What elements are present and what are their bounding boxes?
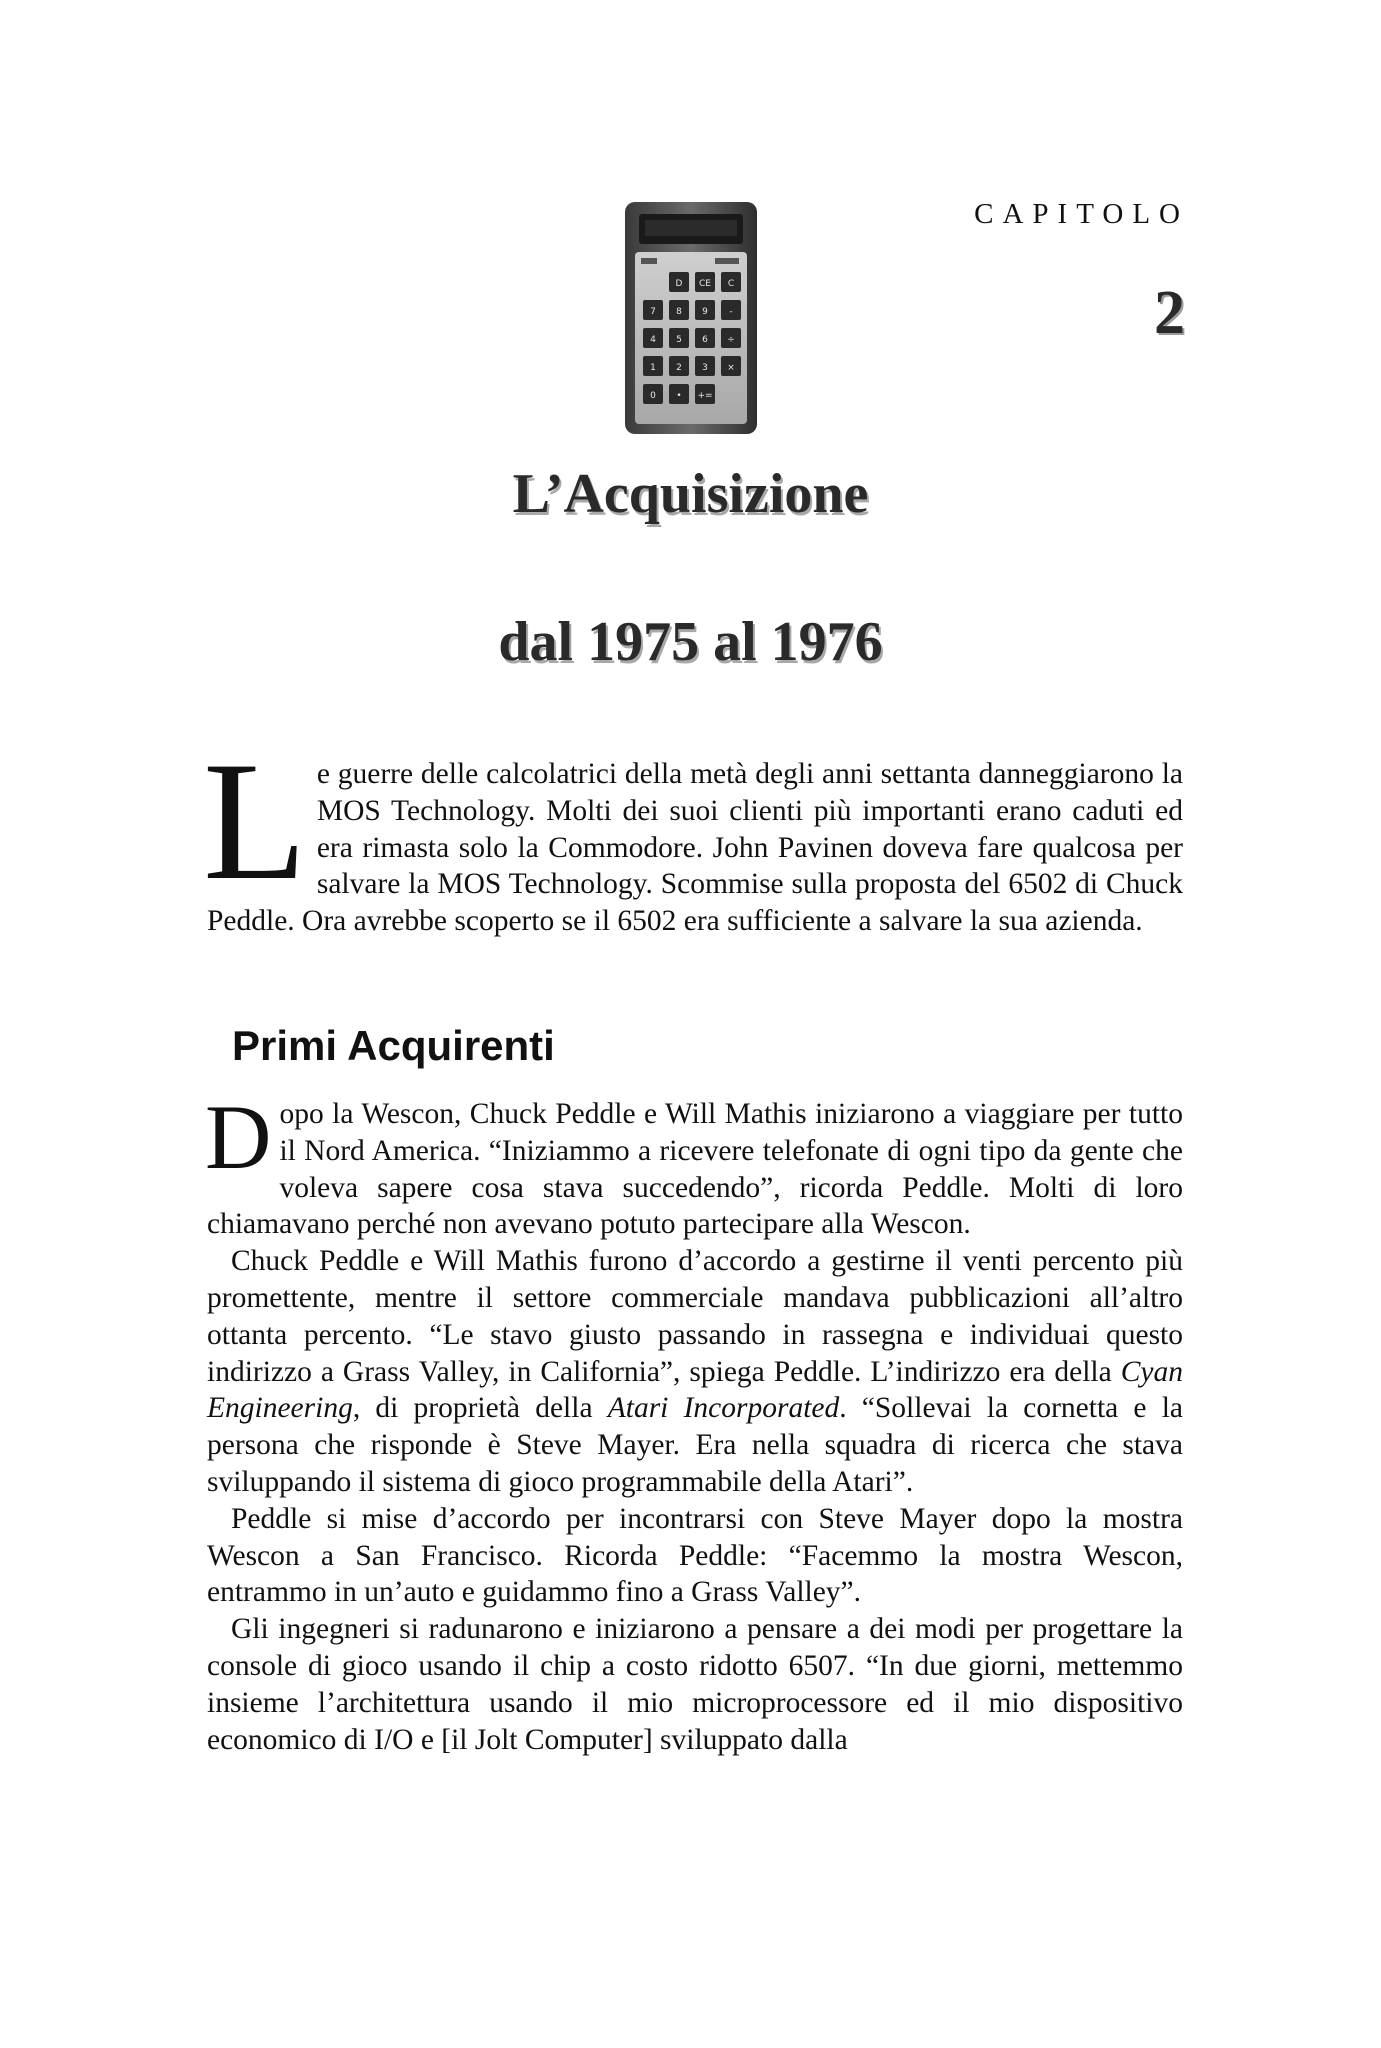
calculator-key-label: • bbox=[676, 391, 682, 401]
paragraph-text: . “Sollevai la cornetta e la persona che risponde è Steve Mayer. Era nella squadra di ricerca che stava sviluppando il sistema di gioco programmabile della Atari”. bbox=[207, 1392, 1183, 1498]
calculator-key-label: 0 bbox=[650, 391, 656, 401]
calculator-key-label: D bbox=[675, 279, 683, 289]
paragraph-text: opo la Wescon, Chuck Peddle e Will Mathis iniziarono a viaggiare per tutto il Nord America. “Iniziammo a ricevere telefonate di ogni tipo da gente che voleva sapere cosa stava succedendo”, ricorda Peddle. Molti di loro chiamavano perché non avevano potuto partecipare alla Wescon. bbox=[207, 1098, 1183, 1241]
chapter-number: 2 bbox=[1154, 279, 1185, 347]
paragraph-text: , di proprietà della bbox=[352, 1392, 608, 1425]
calculator-key-label: - bbox=[729, 307, 733, 317]
calculator-illustration bbox=[623, 200, 759, 436]
calculator-key-label: × bbox=[727, 363, 735, 373]
calculator-key-label: 3 bbox=[702, 363, 708, 373]
section-heading: Primi Acquirenti bbox=[232, 1022, 555, 1069]
calculator-key-label: 9 bbox=[702, 307, 708, 317]
calculator-key-label: 1 bbox=[650, 363, 656, 373]
paragraph bbox=[207, 1243, 1183, 1501]
intro-paragraph bbox=[203, 727, 1183, 940]
calculator-key-label: 6 bbox=[702, 335, 708, 345]
calculator-key-label: 7 bbox=[650, 307, 656, 317]
drop-cap: D bbox=[205, 1086, 272, 1188]
calculator-key-label: CE bbox=[699, 279, 711, 289]
drop-cap: L bbox=[203, 727, 307, 915]
company-name: Cyan Engineering bbox=[207, 1355, 1183, 1425]
chapter-label: CAPITOLO bbox=[974, 198, 1189, 230]
paragraph: Gli ingegneri si radunarono e iniziarono a pensare a dei modi per progettare la console di gioco usando il chip a costo ridotto 6507. “In due giorni, mettemmo insieme l’architettura usando il mio microprocessore ed il mio dispositivo economico di I/O e [il Jolt Computer] sviluppato dalla bbox=[207, 1613, 1183, 1756]
calculator-key-label: C bbox=[727, 279, 735, 289]
intro-text: e guerre delle calcolatrici della metà degli anni settanta danneggiarono la MOS Technology. Molti dei suoi clienti più importanti erano caduti ed era rimasta solo la Commodore. John Pavinen doveva fare qualcosa per salvare la MOS Technology. Scommise sulla proposta del 6502 di Chuck Peddle. Ora avrebbe scoperto se il 6502 era sufficiente a salvare la sua azienda. bbox=[207, 758, 1183, 938]
calculator-key-label: 2 bbox=[676, 363, 682, 373]
paragraph-text: Chuck Peddle e Will Mathis furono d’accordo a gestirne il venti percento più promettente, mentre il settore commerciale mandava pubblicazioni all’altro ottanta percento. “Le stavo giusto passando in rassegna e individuai questo indirizzo a Grass Valley, in California”, spiega Peddle. L’indirizzo era della bbox=[207, 1245, 1183, 1388]
chapter-title: L’Acquisizione bbox=[512, 463, 869, 525]
calculator-key-label: 8 bbox=[676, 307, 682, 317]
paragraph: Peddle si mise d’accordo per incontrarsi con Steve Mayer dopo la mostra Wescon a San Francisco. Ricorda Peddle: “Facemmo la mostra Wescon, entrammo in un’auto e guidammo fino a Grass Valley”. bbox=[207, 1502, 1183, 1609]
paragraph bbox=[205, 1086, 1183, 1243]
chapter-subtitle: dal 1975 al 1976 bbox=[498, 611, 883, 673]
calculator-key-label: += bbox=[697, 391, 713, 401]
calculator-key-label: 5 bbox=[676, 335, 682, 345]
company-name: Atari Incorporated bbox=[607, 1392, 840, 1425]
calculator-key-label: ÷ bbox=[727, 335, 735, 345]
calculator-key-label: 4 bbox=[650, 335, 656, 345]
section-body bbox=[205, 1086, 1183, 1758]
